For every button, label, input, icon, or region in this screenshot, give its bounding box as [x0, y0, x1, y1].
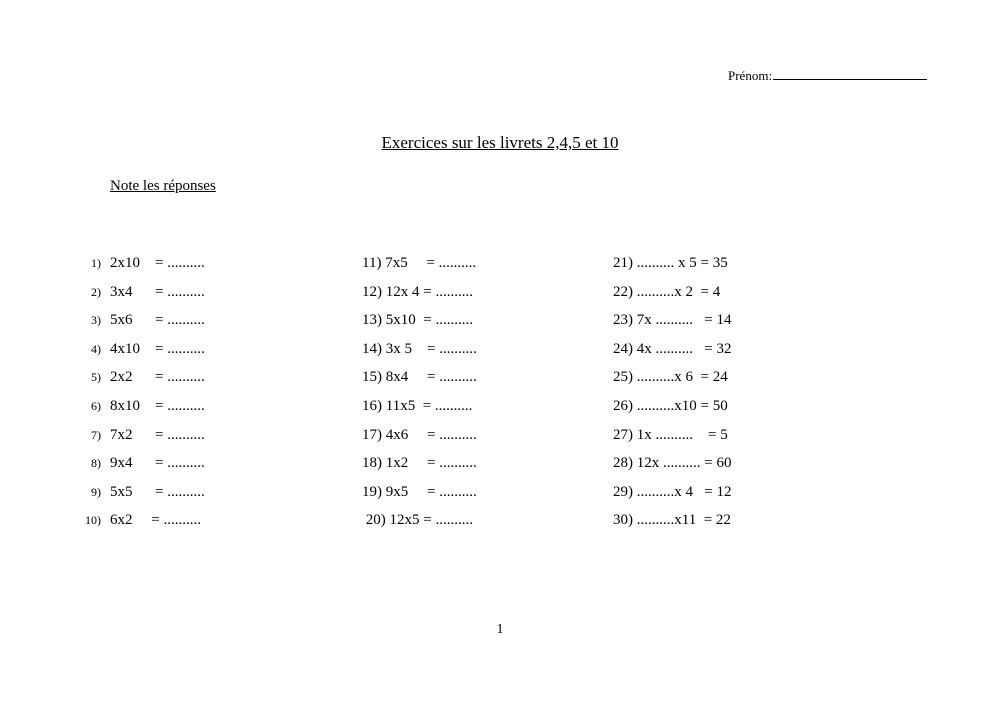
exercise-row: 20) 12x5 = .......... — [362, 512, 473, 529]
instruction-text: Note les réponses — [110, 178, 216, 194]
exercise-number: 6) — [91, 398, 101, 413]
exercise-row: 14) 3x 5 = .......... — [362, 340, 477, 357]
exercise-row — [72, 341, 205, 370]
exercise-row: 23) 7x .......... = 14 — [613, 312, 732, 329]
exercise-text: 2x10 = .......... — [110, 255, 205, 271]
exercise-row: 15) 8x4 = .......... — [362, 369, 477, 386]
exercise-number: 2) — [91, 284, 101, 299]
exercise-column-1 — [72, 255, 205, 541]
exercise-row — [72, 312, 205, 341]
exercise-row: 13) 5x10 = .......... — [362, 312, 473, 329]
exercise-text: 9x4 = .......... — [110, 455, 205, 472]
exercise-row: 27) 1x .......... = 5 — [613, 426, 728, 443]
exercise-row — [72, 484, 205, 513]
exercise-row: 19) 9x5 = .......... — [362, 483, 477, 500]
exercise-row: 30) ..........x11 = 22 — [613, 512, 731, 529]
exercise-row — [72, 369, 205, 398]
exercise-number: 10) — [85, 513, 101, 528]
exercise-row — [72, 427, 205, 456]
exercise-text: 3x4 = .......... — [110, 283, 205, 300]
exercise-text: 6x2 = .......... — [110, 512, 201, 529]
exercise-number: 3) — [91, 313, 101, 328]
exercise-text: 8x10 = .......... — [110, 397, 205, 414]
exercise-number: 8) — [91, 456, 101, 471]
exercise-row — [72, 455, 205, 484]
exercise-row: 18) 1x2 = .......... — [362, 455, 477, 472]
exercise-row: 28) 12x .......... = 60 — [613, 455, 732, 472]
exercise-row: 11) 7x5 = .......... — [362, 255, 477, 271]
exercise-row — [72, 512, 205, 541]
page-number: 1 — [496, 622, 504, 637]
exercise-row: 26) ..........x10 = 50 — [613, 397, 728, 414]
exercise-row: 12) 12x 4 = .......... — [362, 283, 473, 300]
exercise-row: 17) 4x6 = .......... — [362, 426, 477, 443]
exercise-column-3 — [613, 255, 731, 541]
exercise-row: 21) .......... x 5 = 35 — [613, 255, 728, 271]
exercise-row — [72, 255, 205, 284]
exercise-text: 2x2 = .......... — [110, 369, 205, 386]
exercise-row: 22) ..........x 2 = 4 — [613, 283, 721, 300]
prenom-field — [728, 68, 927, 84]
prenom-label: Prénom: — [728, 68, 773, 83]
prenom-blank-line — [773, 68, 927, 80]
exercise-text: 5x5 = .......... — [110, 483, 205, 500]
exercise-text: 5x6 = .......... — [110, 312, 205, 329]
exercise-number: 4) — [91, 341, 101, 356]
exercise-text: 4x10 = .......... — [110, 340, 205, 357]
exercise-number: 7) — [91, 427, 101, 442]
exercise-row — [72, 284, 205, 313]
exercise-row: 16) 11x5 = .......... — [362, 397, 473, 414]
exercise-text: 7x2 = .......... — [110, 426, 205, 443]
exercise-row: 25) ..........x 6 = 24 — [613, 369, 728, 386]
exercise-number: 5) — [91, 370, 101, 385]
exercise-number: 9) — [91, 484, 101, 499]
page-title: Exercices sur les livrets 2,4,5 et 10 — [381, 133, 619, 152]
exercise-row — [72, 398, 205, 427]
exercise-column-2 — [362, 255, 477, 541]
exercise-row: 29) ..........x 4 = 12 — [613, 483, 732, 500]
exercise-row: 24) 4x .......... = 32 — [613, 340, 732, 357]
exercise-number: 1) — [91, 256, 101, 270]
